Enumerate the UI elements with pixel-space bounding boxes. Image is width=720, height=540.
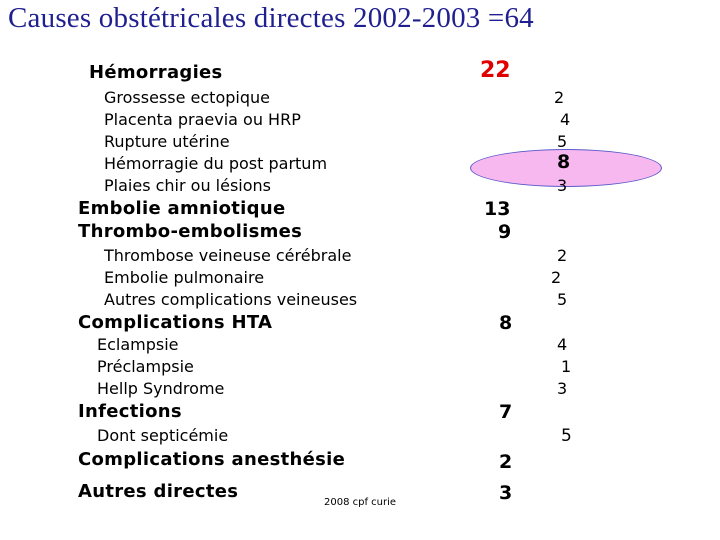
- list-item: Hellp Syndrome: [97, 379, 225, 398]
- total-thrombo-embolismes: 9: [498, 221, 512, 243]
- item-value: 3: [557, 379, 568, 398]
- category-complications-hta: Complications HTA: [78, 312, 273, 333]
- category-embolie-amniotique: Embolie amniotique: [78, 198, 286, 219]
- page-title: Causes obstétricales directes 2002-2003 =64: [8, 2, 534, 34]
- category-thrombo-embolismes: Thrombo-embolismes: [78, 221, 303, 242]
- item-value: 5: [561, 426, 572, 446]
- category-complications-anesthesie: Complications anesthésie: [78, 449, 346, 470]
- total-complications-anesthesie: 2: [499, 451, 513, 473]
- list-item: Grossesse ectopique: [104, 88, 270, 107]
- item-value-highlighted: 8: [557, 151, 571, 173]
- list-item: Plaies chir ou lésions: [104, 176, 272, 195]
- category-infections: Infections: [78, 401, 182, 422]
- total-infections: 7: [499, 401, 513, 423]
- list-item: Dont septicémie: [97, 426, 229, 445]
- total-hemorragies: 22: [480, 58, 511, 83]
- list-item: Hémorragie du post partum: [104, 154, 328, 173]
- list-item: Eclampsie: [97, 335, 179, 354]
- item-value: 4: [557, 335, 568, 354]
- item-value: 2: [554, 88, 565, 107]
- list-item: Rupture utérine: [104, 132, 230, 151]
- list-item: Préclampsie: [97, 357, 194, 376]
- item-value: 1: [561, 357, 572, 376]
- item-value: 2: [551, 268, 562, 287]
- total-autres-directes: 3: [499, 482, 513, 504]
- category-autres-directes: Autres directes: [78, 481, 239, 502]
- list-item: Embolie pulmonaire: [104, 268, 265, 287]
- total-embolie-amniotique: 13: [484, 198, 511, 220]
- item-value: 3: [557, 176, 568, 195]
- item-value: 5: [557, 290, 568, 309]
- category-hemorragies: Hémorragies: [89, 62, 223, 83]
- item-value: 2: [557, 246, 568, 265]
- item-value: 4: [560, 110, 571, 129]
- credit-text: 2008 cpf curie: [324, 497, 397, 508]
- list-item: Thrombose veineuse cérébrale: [104, 246, 352, 265]
- list-item: Autres complications veineuses: [104, 290, 358, 309]
- item-value: 5: [557, 132, 568, 151]
- total-complications-hta: 8: [499, 312, 513, 334]
- list-item: Placenta praevia ou HRP: [104, 110, 301, 129]
